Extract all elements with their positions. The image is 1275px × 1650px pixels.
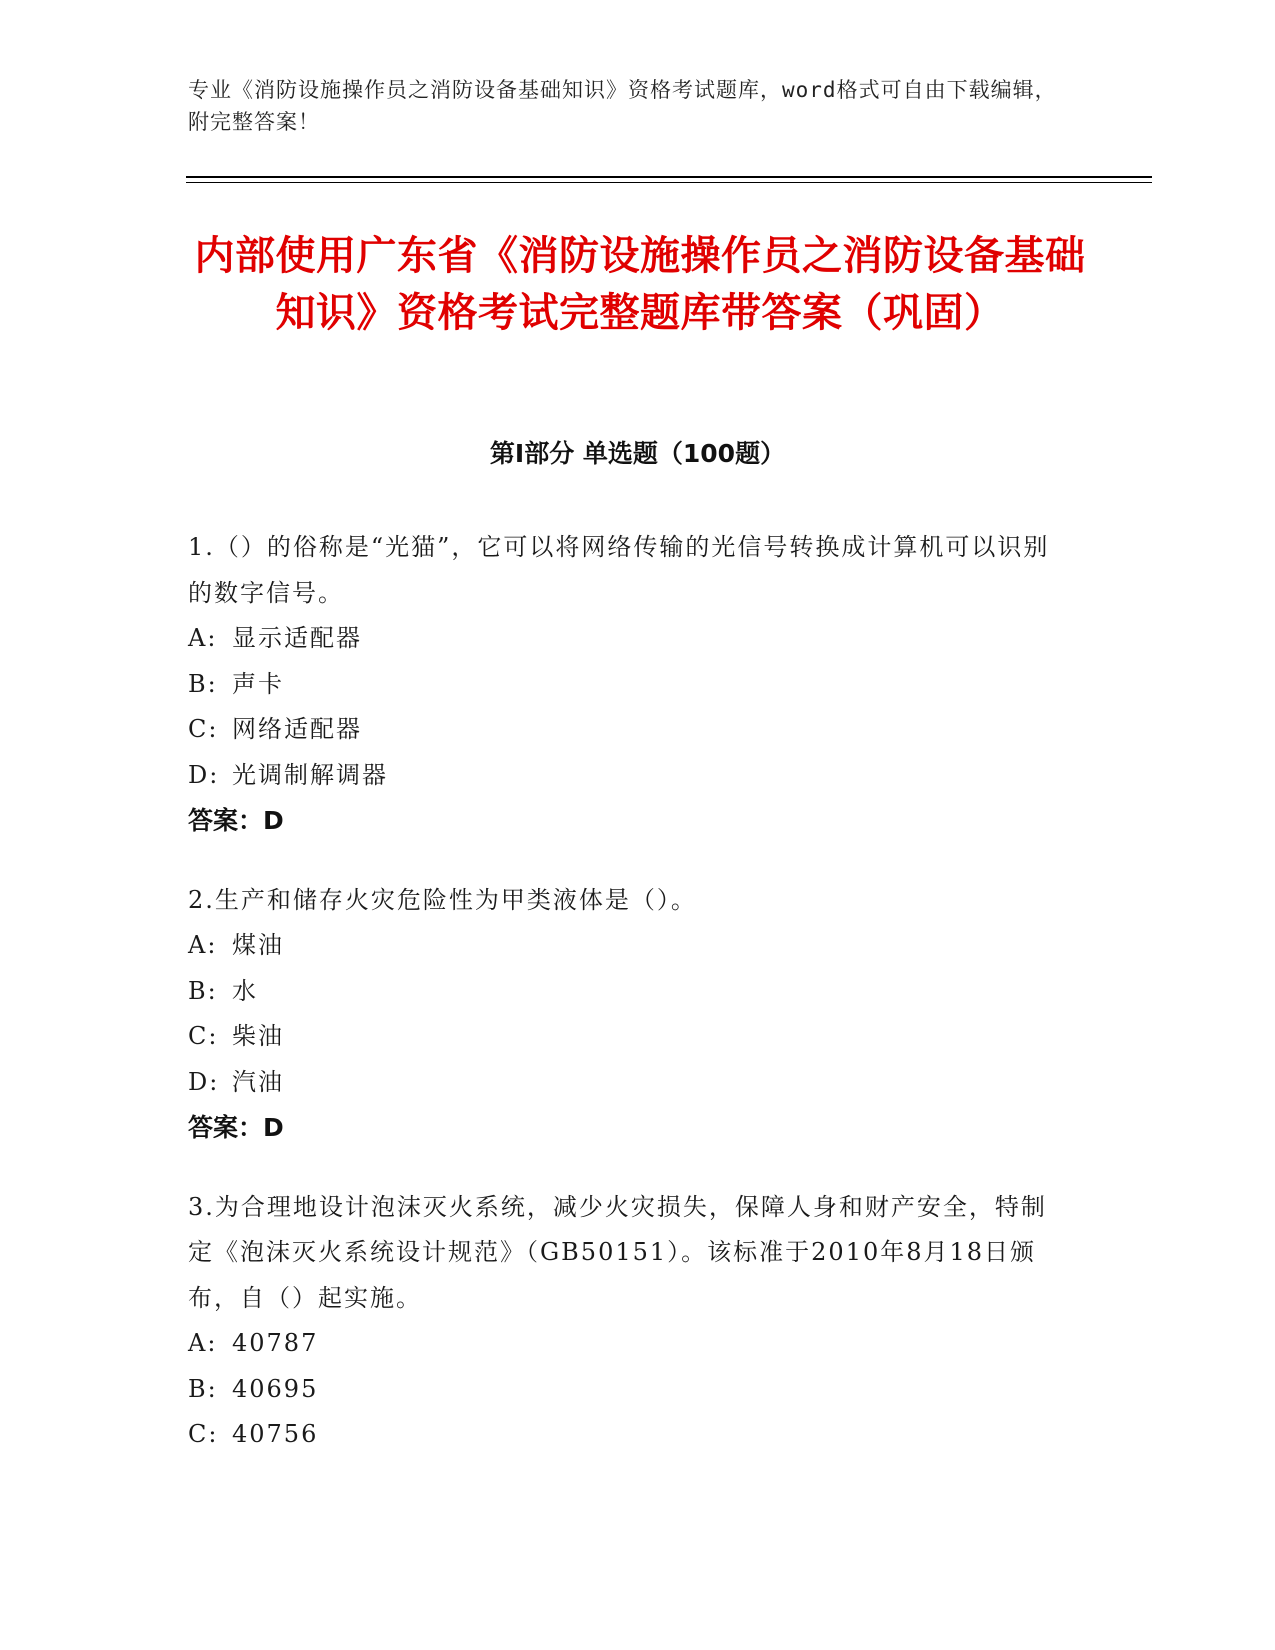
option-c [188,1014,1068,1060]
question-stem: 1.（）的俗称是“光猫”，它可以将网络传输的光信号转换成计算机可以识别的数字信号。 [188,533,1050,607]
option-letter: B: [188,669,218,698]
question-1 [188,525,1068,844]
option-a [188,923,1068,969]
header-divider-bottom [186,182,1152,183]
option-letter: A: [188,931,218,959]
question-2 [188,878,1068,1151]
option-a [188,1321,1068,1367]
option-letter: C: [188,1022,219,1050]
answer-value: D [263,1113,284,1142]
option-text: 光调制解调器 [232,760,388,789]
option-d [188,1060,1068,1106]
option-b [188,1367,1068,1413]
header-divider-top [186,176,1152,178]
option-letter: C: [188,715,219,743]
option-d [188,753,1068,799]
option-text: 40695 [232,1374,319,1403]
answer-label: 答案： [188,806,264,835]
option-b [188,969,1068,1015]
option-c [188,707,1068,753]
option-letter: B: [188,976,218,1005]
answer-label: 答案： [188,1113,264,1142]
option-text: 显示适配器 [232,624,362,652]
option-c [188,1412,1068,1458]
option-letter: A: [188,624,218,652]
option-letter: D: [188,1067,220,1096]
option-b [188,662,1068,708]
document-title: 内部使用广东省《消防设施操作员之消防设备基础知识》资格考试完整题库带答案（巩固） [194,233,1086,336]
option-letter: B: [188,1374,218,1403]
option-text: 网络适配器 [232,715,362,743]
option-letter: D: [188,760,220,789]
question-list [188,525,1068,1492]
option-text: 煤油 [232,931,284,959]
question-3 [188,1185,1068,1458]
question-stem: 3.为合理地设计泡沫灭火系统，减少火灾损失，保障人身和财产安全，特制定《泡沫灭火系统设计规范》（GB50151）。该标准于2010年8月18日颁布，自（）起实施。 [188,1192,1047,1312]
section-title: 第I部分 单选题（100题） [489,439,786,468]
option-text: 40787 [232,1329,319,1357]
option-text: 声卡 [232,669,284,698]
option-text: 40756 [232,1420,319,1448]
option-text: 汽油 [232,1067,284,1096]
option-text: 水 [232,976,258,1005]
option-text: 柴油 [232,1022,284,1050]
answer-line [188,798,1068,844]
option-letter: C: [188,1420,219,1448]
answer-line [188,1105,1068,1151]
option-letter: A: [188,1329,218,1357]
option-a [188,616,1068,662]
question-stem: 2.生产和储存火灾危险性为甲类液体是（）。 [188,885,697,914]
answer-value: D [263,806,284,835]
header-note: 专业《消防设施操作员之消防设备基础知识》资格考试题库，word格式可自由下载编辑，附完整答案！ [188,78,1057,134]
